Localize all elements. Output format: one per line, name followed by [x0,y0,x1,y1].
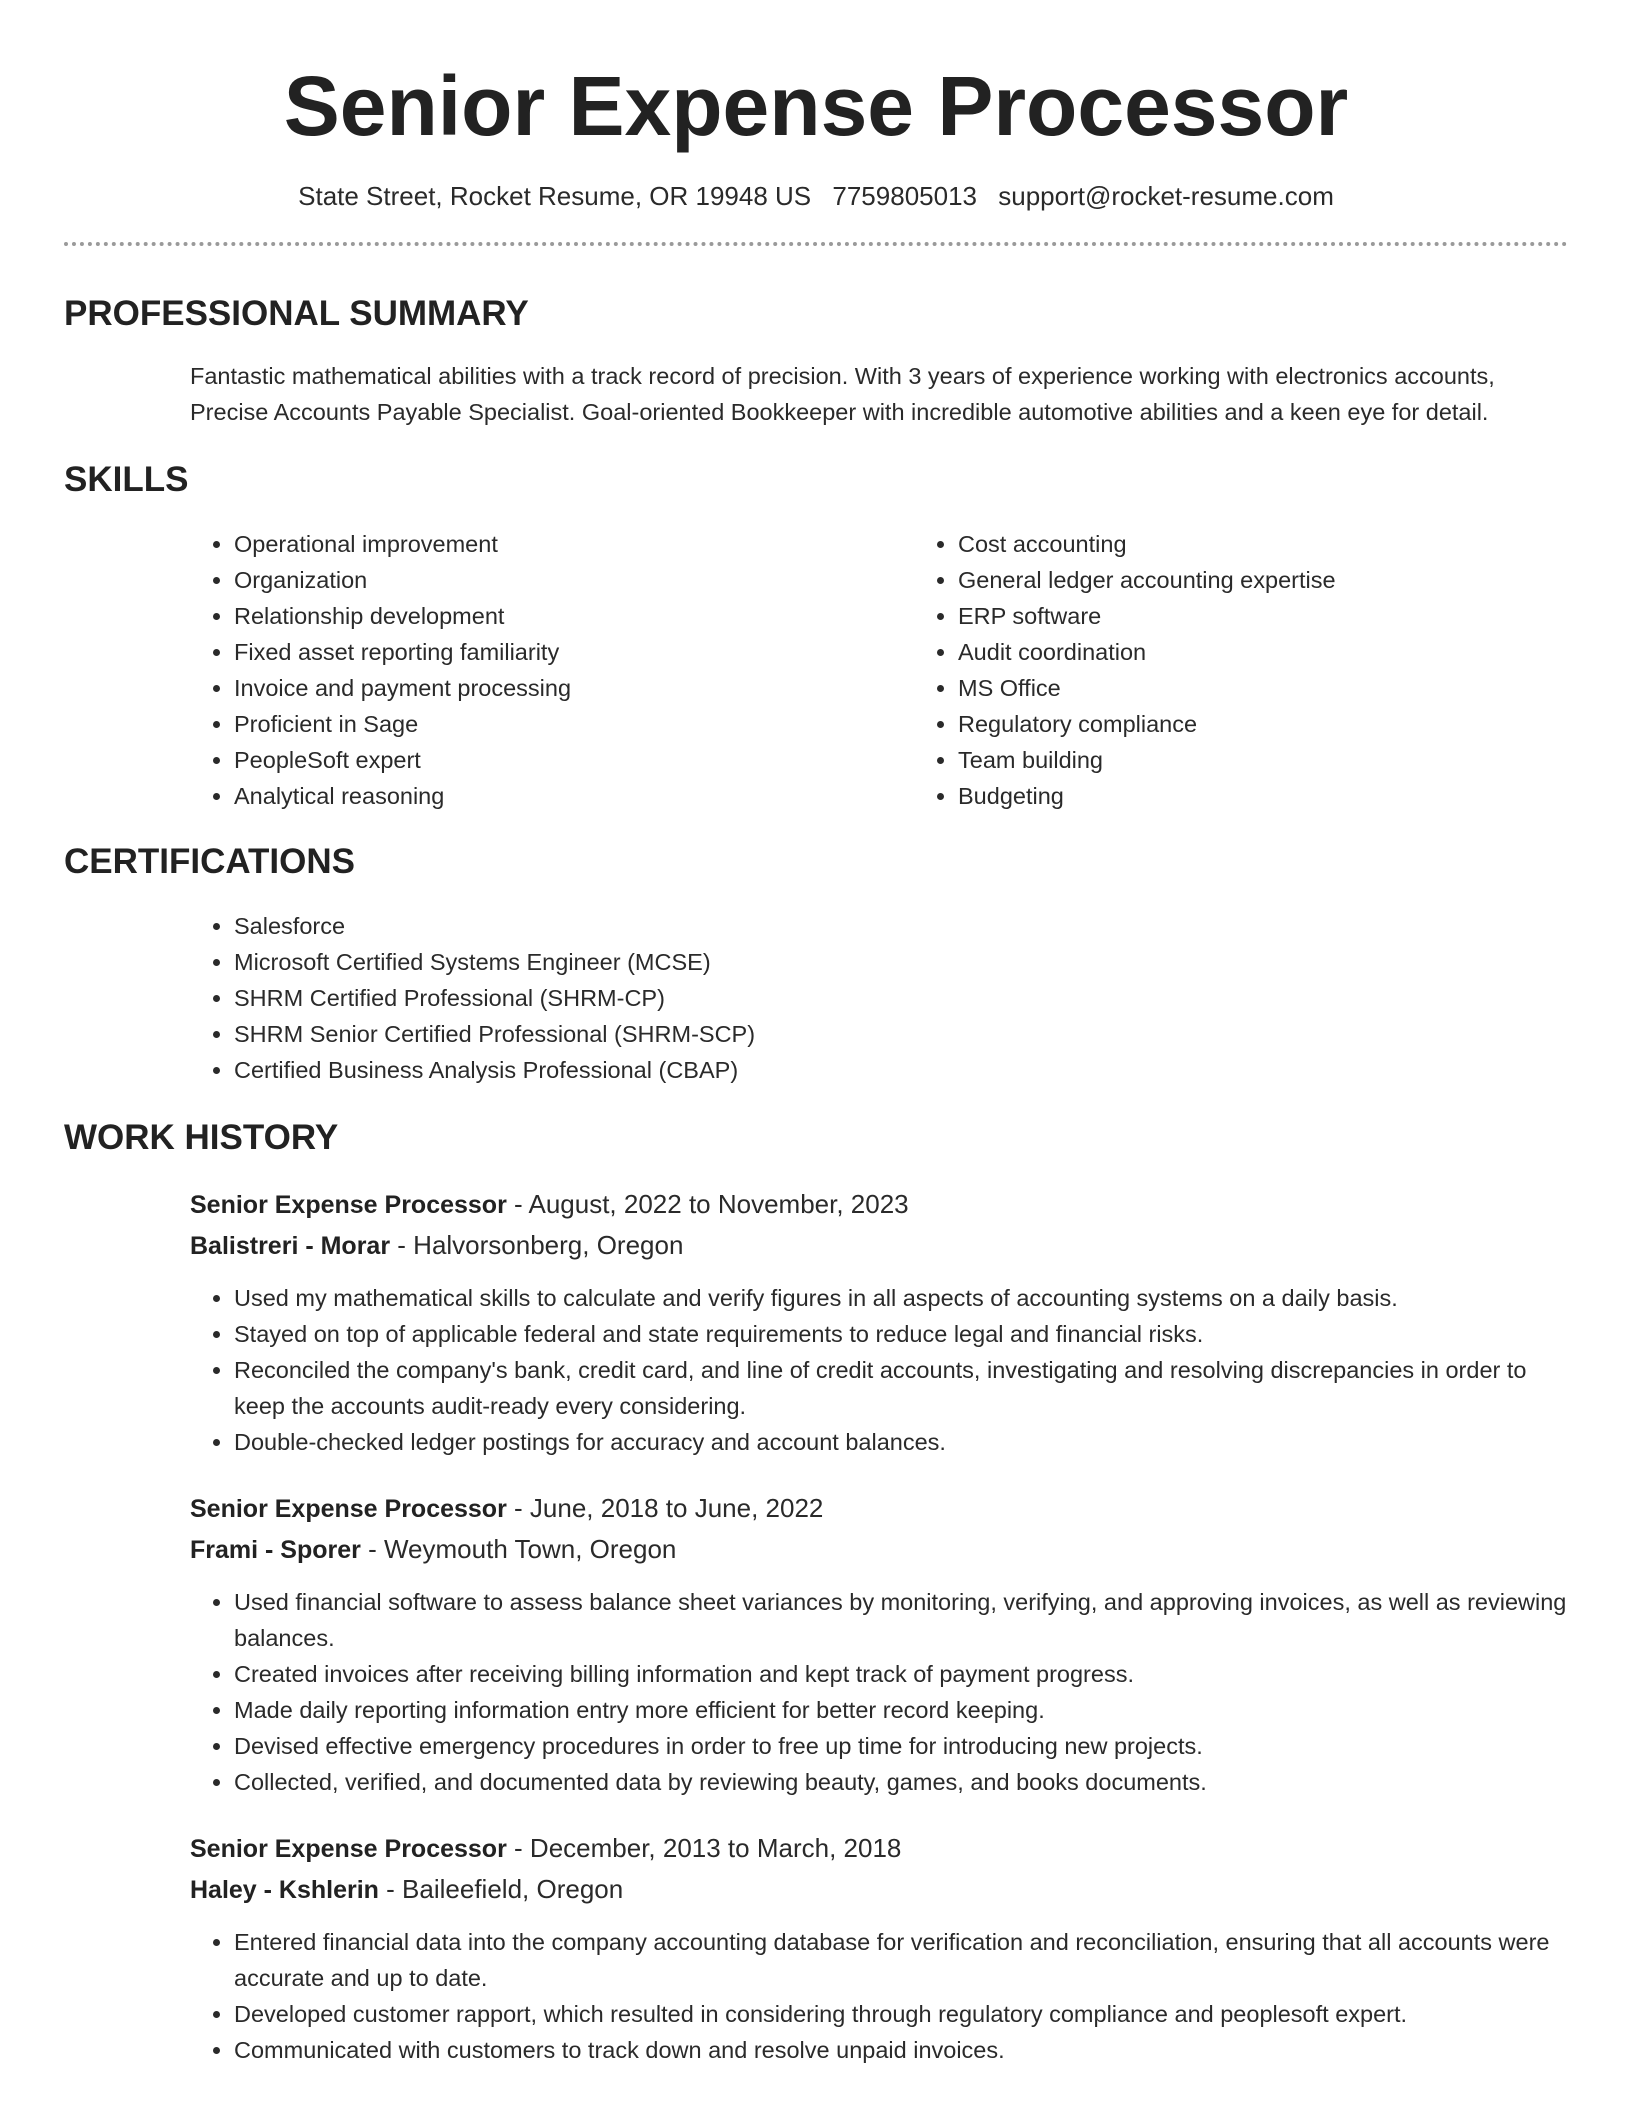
skill-item: • Organization [234,562,914,598]
job-company: Balistreri - Morar [190,1232,391,1260]
certification-item: • Certified Business Analysis Professional (CBAP) [234,1052,1568,1088]
job-bullet: • Devised effective emergency procedures in order to free up time for introducing new projects. [234,1728,1568,1764]
job-location: - Weymouth Town, Oregon [360,1534,677,1564]
job-bullet: • Collected, verified, and documented data by reviewing beauty, games, and books documents. [234,1764,1568,1800]
skill-item: • Fixed asset reporting familiarity [234,634,914,670]
contact-email: support@rocket-resume.com [998,181,1334,211]
job-bullet: • Developed customer rapport, which resulted in considering through regulatory compliance and peoplesoft expert. [234,1996,1568,2032]
job-bullet: • Created invoices after receiving billing information and kept track of payment progress. [234,1656,1568,1692]
skill-item: • General ledger accounting expertise [958,562,1632,598]
job-title-line [190,1184,1568,1225]
certifications-heading: CERTIFICATIONS [64,842,356,881]
job-location: - Halvorsonberg, Oregon [390,1230,684,1260]
skills-list-left [190,526,914,814]
contact-line [64,180,1568,212]
certification-item: • SHRM Senior Certified Professional (SHRM-SCP) [234,1016,1568,1052]
skill-item: • Proficient in Sage [234,706,914,742]
skill-item: • Regulatory compliance [958,706,1632,742]
certification-item: • Salesforce [234,908,1568,944]
summary-text: Fantastic mathematical abilities with a track record of precision. With 3 years of experience working with electronics accounts, Precise Accounts Payable Specialist. Goal-oriented Bookkeeper with incredible automotive abilities and a keen eye for detail. [190,363,1495,425]
job-role: Senior Expense Processor [190,1835,507,1863]
job-company: Haley - Kshlerin [190,1876,379,1904]
contact-phone: 7759805013 [832,181,977,211]
job-bullets [190,1584,1568,1800]
job-bullet: • Used my mathematical skills to calculate and verify figures in all aspects of accounting systems on a daily basis. [234,1280,1568,1316]
certifications-list [190,908,1568,1088]
skill-item: • Invoice and payment processing [234,670,914,706]
skill-item: • Audit coordination [958,634,1632,670]
skill-item: • MS Office [958,670,1632,706]
job-bullet: • Stayed on top of applicable federal and state requirements to reduce legal and financial risks. [234,1316,1568,1352]
job-bullet: • Communicated with customers to track down and resolve unpaid invoices. [234,2032,1568,2068]
skill-item: • Analytical reasoning [234,778,914,814]
job-company-line [190,1529,1568,1570]
job-location: - Baileefield, Oregon [378,1874,624,1904]
job-title-line [190,1828,1568,1869]
job-bullet: • Made daily reporting information entry more efficient for better record keeping. [234,1692,1568,1728]
job-dates: - August, 2022 to November, 2023 [506,1189,909,1219]
job-company-line [190,1869,1568,1910]
skills-columns [190,526,1568,814]
job-entry [190,1184,1568,1460]
job-bullet: • Double-checked ledger postings for accuracy and account balances. [234,1424,1568,1460]
job-title-line [190,1488,1568,1529]
certification-item: • SHRM Certified Professional (SHRM-CP) [234,980,1568,1016]
job-role: Senior Expense Processor [190,1495,507,1523]
job-dates: - June, 2018 to June, 2022 [506,1493,824,1523]
job-bullet: • Entered financial data into the company accounting database for verification and reconciliation, ensuring that all accounts were accurate and up to date. [234,1924,1568,1996]
certification-item: • Microsoft Certified Systems Engineer (MCSE) [234,944,1568,980]
job-company: Frami - Sporer [190,1536,361,1564]
job-role: Senior Expense Processor [190,1191,507,1219]
skill-item: • Cost accounting [958,526,1632,562]
summary-heading: PROFESSIONAL SUMMARY [64,294,529,333]
work-history-heading: WORK HISTORY [64,1118,339,1157]
skill-item: • Relationship development [234,598,914,634]
skill-item: • Budgeting [958,778,1632,814]
skills-heading: SKILLS [64,460,189,499]
header-divider [64,242,1568,246]
job-company-line [190,1225,1568,1266]
skill-item: • ERP software [958,598,1632,634]
job-entry [190,1828,1568,2068]
skill-item: • PeopleSoft expert [234,742,914,778]
job-bullets [190,1924,1568,2068]
skills-list-right [914,526,1632,814]
skill-item: • Operational improvement [234,526,914,562]
resume-name: Senior Expense Processor [283,59,1349,153]
job-bullets [190,1280,1568,1460]
job-bullet: • Reconciled the company's bank, credit card, and line of credit accounts, investigating and resolving discrepancies in order to keep the accounts audit-ready every considering. [234,1352,1568,1424]
contact-address: State Street, Rocket Resume, OR 19948 US [298,181,812,211]
job-entry [190,1488,1568,1800]
job-dates: - December, 2013 to March, 2018 [506,1833,902,1863]
job-bullet: • Used financial software to assess balance sheet variances by monitoring, verifying, and approving invoices, as well as reviewing balances. [234,1584,1568,1656]
skill-item: • Team building [958,742,1632,778]
